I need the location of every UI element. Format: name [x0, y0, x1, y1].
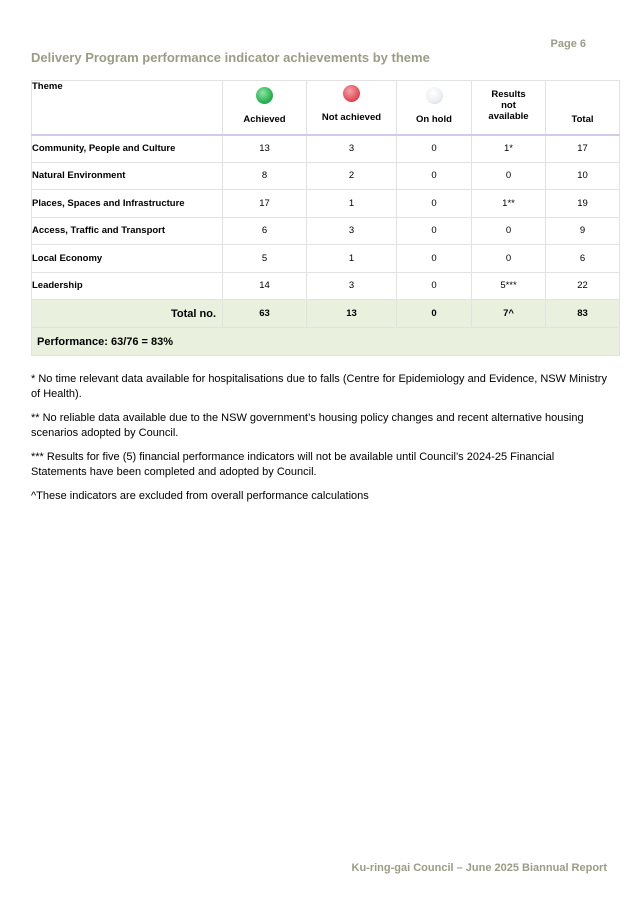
row-on-hold: 0 — [397, 245, 472, 273]
header-total — [546, 81, 620, 135]
row-achieved: 6 — [223, 217, 307, 245]
row-not-achieved: 2 — [307, 162, 397, 190]
header-theme: Theme — [32, 81, 223, 135]
table-row — [32, 245, 620, 273]
page-footer: Ku-ring-gai Council – June 2025 Biannual Report — [351, 862, 607, 874]
total-not-achieved: 13 — [307, 300, 397, 328]
header-not-achieved-label: Not achieved — [321, 111, 382, 123]
row-theme: Community, People and Culture — [32, 135, 223, 163]
row-total: 6 — [546, 245, 620, 273]
header-results-not-available-label: Results not available — [488, 88, 529, 122]
total-label: Total no. — [32, 300, 223, 328]
total-total: 83 — [546, 300, 620, 328]
row-total: 9 — [546, 217, 620, 245]
row-theme: Leadership — [32, 272, 223, 300]
row-achieved: 5 — [223, 245, 307, 273]
row-not-achieved: 1 — [307, 245, 397, 273]
row-results-not-available: 0 — [472, 162, 546, 190]
page-title: Delivery Program performance indicator achievements by theme — [31, 50, 430, 65]
row-not-achieved: 3 — [307, 135, 397, 163]
row-total: 19 — [546, 190, 620, 218]
table-row — [32, 190, 620, 218]
footnote: ** No reliable data available due to the NSW government’s housing policy changes and recent alternative housing scenarios adopted by Council. — [31, 412, 584, 439]
performance-table — [31, 80, 620, 356]
row-theme: Places, Spaces and Infrastructure — [32, 190, 223, 218]
row-results-not-available: 1** — [472, 190, 546, 218]
footnote: * No time relevant data available for hospitalisations due to falls (Centre for Epidemiology and Evidence, NSW Ministry of Health). — [31, 373, 607, 400]
row-achieved: 8 — [223, 162, 307, 190]
header-results-not-available — [472, 81, 546, 135]
row-on-hold: 0 — [397, 162, 472, 190]
page-number: Page 6 — [550, 38, 586, 50]
row-on-hold: 0 — [397, 190, 472, 218]
total-on-hold: 0 — [397, 300, 472, 328]
row-theme: Local Economy — [32, 245, 223, 273]
table-row — [32, 162, 620, 190]
header-not-achieved — [307, 81, 397, 135]
row-on-hold: 0 — [397, 217, 472, 245]
row-total: 17 — [546, 135, 620, 163]
row-total: 22 — [546, 272, 620, 300]
footnote: ^These indicators are excluded from overall performance calculations — [31, 490, 369, 502]
green-circle-icon — [256, 87, 273, 104]
table-row — [32, 217, 620, 245]
row-not-achieved: 3 — [307, 272, 397, 300]
row-on-hold: 0 — [397, 272, 472, 300]
table-row — [32, 135, 620, 163]
row-on-hold: 0 — [397, 135, 472, 163]
white-circle-icon — [426, 87, 443, 104]
table-row — [32, 272, 620, 300]
row-not-achieved: 3 — [307, 217, 397, 245]
performance-row — [32, 328, 620, 356]
header-on-hold — [397, 81, 472, 135]
row-achieved: 14 — [223, 272, 307, 300]
row-achieved: 17 — [223, 190, 307, 218]
row-results-not-available: 1* — [472, 135, 546, 163]
row-results-not-available: 0 — [472, 245, 546, 273]
red-circle-icon — [343, 85, 360, 102]
total-results-not-available: 7^ — [472, 300, 546, 328]
row-theme: Natural Environment — [32, 162, 223, 190]
row-not-achieved: 1 — [307, 190, 397, 218]
row-results-not-available: 0 — [472, 217, 546, 245]
row-theme: Access, Traffic and Transport — [32, 217, 223, 245]
total-achieved: 63 — [223, 300, 307, 328]
table-header-row — [32, 81, 620, 135]
header-on-hold-label: On hold — [416, 113, 452, 125]
row-achieved: 13 — [223, 135, 307, 163]
header-total-label: Total — [571, 113, 594, 125]
row-total: 10 — [546, 162, 620, 190]
total-row — [32, 300, 620, 328]
performance-summary: Performance: 63/76 = 83% — [32, 328, 620, 356]
row-results-not-available: 5*** — [472, 272, 546, 300]
footnote: *** Results for five (5) financial performance indicators will not be available until Council’s 2024-25 Financial Statements have been completed and adopted by Council. — [31, 451, 555, 478]
header-achieved — [223, 81, 307, 135]
header-achieved-label: Achieved — [243, 113, 286, 125]
footnotes — [31, 372, 607, 513]
